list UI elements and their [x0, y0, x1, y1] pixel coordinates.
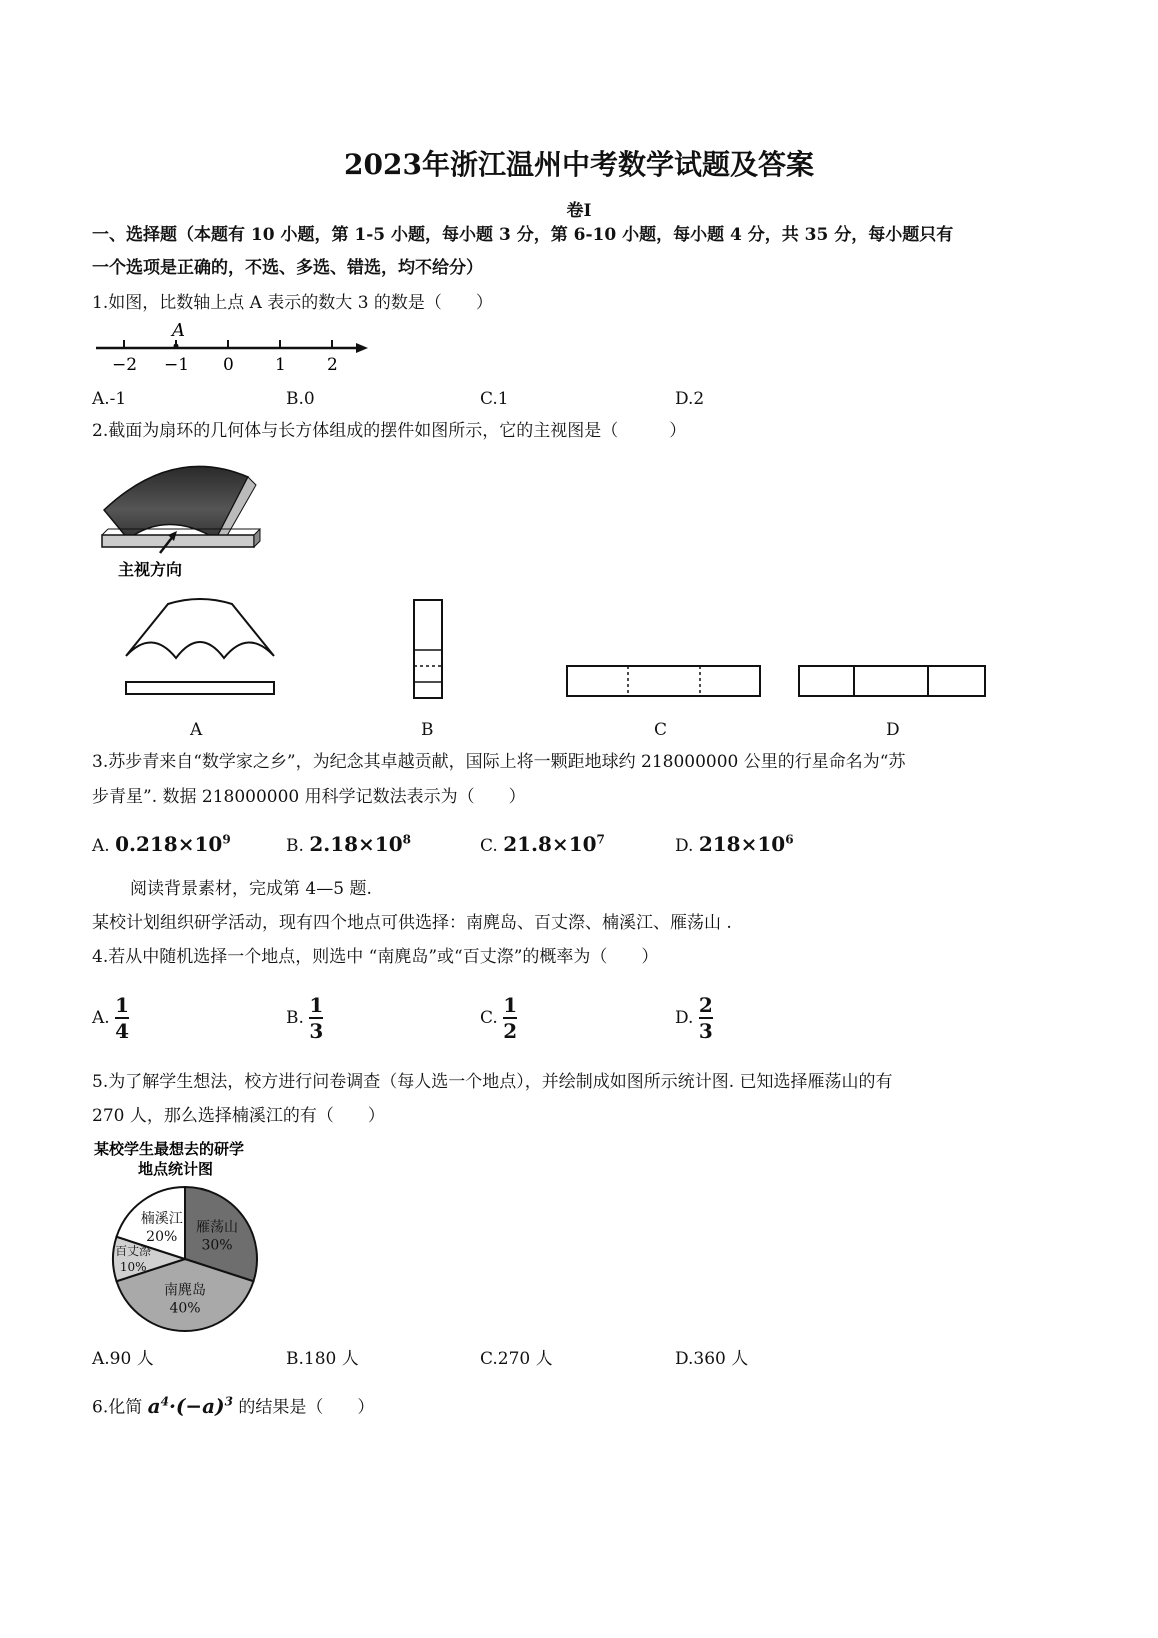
pie-slice-percent-label: 10% — [119, 1260, 147, 1274]
pie-slice-name-label: 南麂岛 — [164, 1282, 206, 1299]
q2-option-d-letter: D — [886, 720, 900, 740]
q3-option-c: C. $21.8\times 10^7$ — [480, 832, 605, 856]
page-title: 2023年浙江温州中考数学试题及答案 — [344, 148, 814, 181]
pie-slice-percent-label: 20% — [146, 1228, 178, 1245]
q4-stem: 4.若从中随机选择一个地点，则选中 “南麂岛”或“百丈漈”的概率为（ ） — [92, 947, 659, 967]
section-header-line2: 一个选项是正确的，不选、多选、错选，均不给分） — [92, 258, 483, 278]
q3-option-b: B. $2.18\times 10^8$ — [286, 832, 411, 856]
q5-option-c: C.270 人 — [480, 1349, 553, 1369]
q1-tick-label: 2 — [327, 355, 338, 375]
q3-option-d: D. $218\times 10^6$ — [675, 832, 794, 856]
q1-option-d: D.2 — [675, 389, 705, 409]
q2-option-a-letter: A — [190, 720, 203, 740]
reading-background: 某校计划组织研学活动，现有四个地点可供选择：南麂岛、百丈漈、楠溪江、雁荡山 . — [92, 913, 732, 933]
page-subtitle: 卷I — [566, 201, 592, 221]
pie-slice-name-label: 雁荡山 — [196, 1219, 239, 1236]
q1-option-c: C.1 — [480, 389, 509, 409]
q2-direction-label: 主视方向 — [118, 560, 183, 579]
q4-option-c: C. $\frac{1}{2}$ — [480, 993, 518, 1043]
pie-slice-percent-label: 30% — [201, 1237, 233, 1254]
q2-option-b-figure — [408, 598, 448, 702]
q1-tick-label: 1 — [275, 355, 286, 375]
q2-option-c-figure — [564, 662, 764, 702]
q5-pie-chart — [88, 1134, 288, 1334]
q1-tick-label: 0 — [223, 355, 234, 375]
q4-option-b: B. $\frac{1}{3}$ — [286, 993, 324, 1043]
reading-intro: 阅读背景素材，完成第 4—5 题. — [130, 879, 372, 899]
q5-stem-line2: 270 人，那么选择楠溪江的有（ ） — [92, 1106, 385, 1126]
q5-stem-line1: 5.为了解学生想法，校方进行问卷调查（每人选一个地点），并绘制成如图所示统计图. 已知选择雁荡山的有 — [92, 1072, 893, 1092]
q1-tick-label: −1 — [164, 355, 190, 375]
q1-number-line — [92, 318, 382, 378]
section-header-line1: 一、选择题（本题有 10 小题，第 1-5 小题，每小题 3 分，第 6-10 小题，每小题 4 分，共 35 分，每小题只有 — [92, 225, 954, 245]
pie-title-line1: 某校学生最想去的研学 — [94, 1140, 245, 1158]
pie-slice-name-label: 楠溪江 — [140, 1210, 183, 1227]
q6-stem: 6.化简 $a^4\cdot(-a)^3$ 的结果是（ ） — [92, 1393, 375, 1418]
q5-option-a: A.90 人 — [92, 1349, 154, 1369]
q1-stem: 1.如图，比数轴上点 A 表示的数大 3 的数是（ ） — [92, 293, 493, 313]
q2-option-d-figure — [796, 662, 990, 702]
pie-slice-name-label: 百丈漈 — [115, 1244, 152, 1258]
q1-tick-label: −2 — [112, 355, 138, 375]
q3-stem-line1: 3.苏步青来自“数学家之乡”，为纪念其卓越贡献，国际上将一颗距地球约 218000000 公里的行星命名为“苏 — [92, 752, 906, 772]
q2-option-c-letter: C — [654, 720, 668, 740]
q5-option-b: B.180 人 — [286, 1349, 359, 1369]
q1-option-a: A.-1 — [92, 389, 127, 409]
q2-ornament-figure — [98, 455, 268, 585]
pie-slice-percent-label: 40% — [169, 1300, 201, 1317]
q2-option-b-letter: B — [421, 720, 434, 740]
q4-option-a: A. $\frac{1}{4}$ — [92, 993, 130, 1043]
q5-option-d: D.360 人 — [675, 1349, 749, 1369]
q2-option-a-figure — [112, 598, 288, 700]
q1-point-label: A — [172, 320, 185, 341]
pie-title-line2: 地点统计图 — [138, 1160, 214, 1178]
q3-stem-line2: 步青星”. 数据 218000000 用科学记数法表示为（ ） — [92, 787, 526, 807]
q1-option-b: B.0 — [286, 389, 315, 409]
q3-option-a: A. $0.218\times 10^9$ — [92, 832, 231, 856]
q2-stem: 2.截面为扇环的几何体与长方体组成的摆件如图所示，它的主视图是（ ） — [92, 421, 687, 441]
q4-option-d: D. $\frac{2}{3}$ — [675, 993, 713, 1043]
